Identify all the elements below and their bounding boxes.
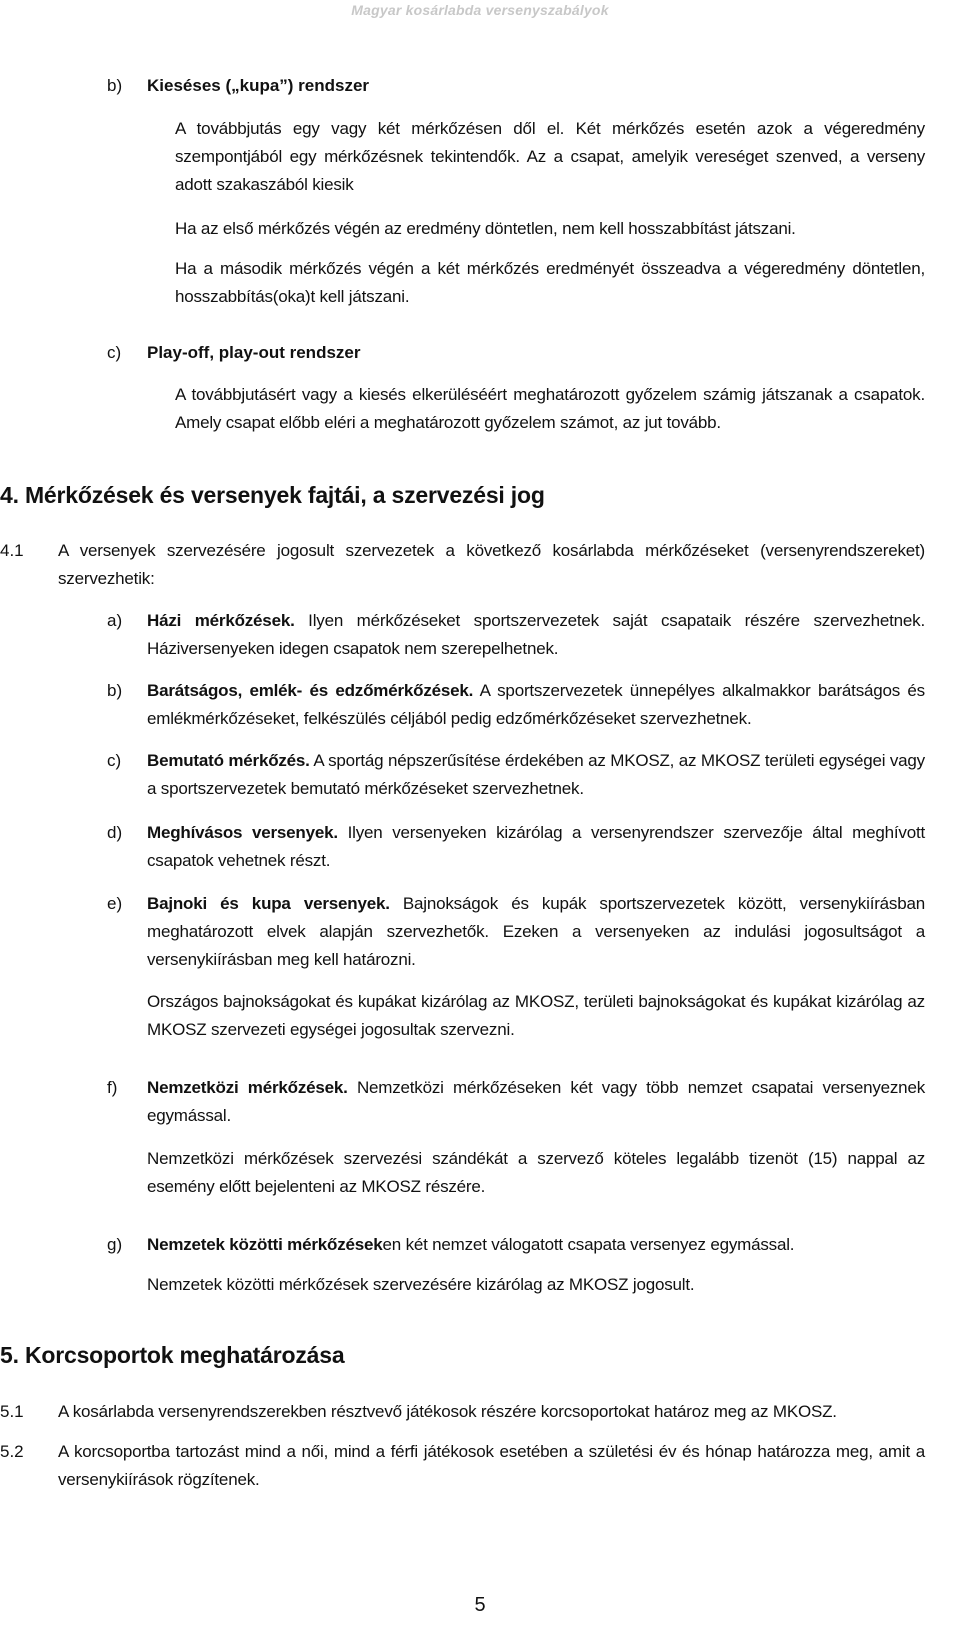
item-e-label: e) [107,894,123,913]
item-b-body: A sportszervezetek ünnepélyes alkalmakkor barátságos és emlékmérkőzéseket, felkészülés céljából pedig edzőmérkőzéseket szervezhetnek. [147,681,925,728]
item-d-title: Meghívásos versenyek. [147,823,338,842]
para-5-2-number: 5.2 [0,1442,24,1461]
item-c-text [147,747,925,803]
heading-5: 5. Korcsoportok meghatározása [0,1342,345,1368]
para-4-1-number: 4.1 [0,541,24,560]
section-b-label: b) [107,76,123,95]
item-b-title: Barátságos, emlék- és edzőmérkőzések. [147,681,474,700]
item-g-body: en két nemzet válogatott csapata versenyez egymással. [382,1235,795,1254]
section-c-title: Play-off, play-out rendszer [147,343,361,362]
item-g-text [147,1231,925,1259]
item-a-title: Házi mérkőzések. [147,611,295,630]
item-f-body: Nemzetközi mérkőzéseken két vagy több nemzet csapatai versenyeznek egymással. [147,1078,925,1125]
item-f-text [147,1074,925,1130]
section-b-title: Kieséses („kupa”) rendszer [147,76,370,95]
para-5-2-text: A korcsoportba tartozást mind a női, mind a férfi játékosok esetében a születési év és hónap határozza meg, amit a versenykiírások rögzítenek. [58,1442,925,1489]
item-e-title: Bajnoki és kupa versenyek. [147,894,390,913]
item-f-title: Nemzetközi mérkőzések. [147,1078,348,1097]
section-b-paragraph-2: Ha az első mérkőzés végén az eredmény döntetlen, nem kell hosszabbítást játszani. [175,219,796,238]
item-e-paragraph-2: Országos bajnokságokat és kupákat kizárólag az MKOSZ, területi bajnokságokat és kupákat kizárólag az MKOSZ szervezeti egységei jogosultak szervezni. [147,992,925,1039]
item-d-text [147,819,925,875]
para-5-1-text: A kosárlabda versenyrendszerekben résztvevő játékosok részére korcsoportokat határoz meg az MKOSZ. [58,1402,837,1421]
item-a-body: Ilyen mérkőzéseket sportszervezetek saját csapataik részére szervezhetnek. Háziversenyeken idegen csapatok nem szerepelhetnek. [147,611,925,658]
item-b-label: b) [107,681,123,700]
section-c-paragraph: A továbbjutásért vagy a kiesés elkerüléséért meghatározott győzelem számig játszanak a csapatok. Amely csapat előbb eléri a meghatározott győzelem számot, az jut tovább. [175,385,925,432]
item-b-text [147,677,925,733]
para-5-1-number: 5.1 [0,1402,24,1421]
item-c-label: c) [107,751,122,770]
item-g-paragraph-2: Nemzetek közötti mérkőzések szervezésére kizárólag az MKOSZ jogosult. [147,1275,695,1294]
section-b-paragraph-1: A továbbjutás egy vagy két mérkőzésen dől el. Két mérkőzés esetén azok a végeredmény szempontjából egy mérkőzésnek tekintendők. Az a csapat, amelyik vereséget szenved, a verseny adott szakaszából kiesik [175,119,925,194]
section-b-paragraph-3: Ha a második mérkőzés végén a két mérkőzés eredményét összeadva a végeredmény döntetlen, hosszabbítás(oka)t kell játszani. [175,259,925,306]
para-4-1-text: A versenyek szervezésére jogosult szervezetek a következő kosárlabda mérkőzéseket (versenyrendszereket) szervezhetik: [58,541,925,588]
item-f-paragraph-2: Nemzetközi mérkőzések szervezési szándékát a szervező köteles legalább tizenöt (15) nappal az esemény előtt bejelenteni az MKOSZ részére. [147,1149,925,1196]
item-e-text [147,890,925,974]
heading-4: 4. Mérkőzések és versenyek fajtái, a szervezési jog [0,482,545,508]
section-c-label: c) [107,343,122,362]
item-d-label: d) [107,823,123,842]
item-c-body: A sportág népszerűsítése érdekében az MKOSZ, az MKOSZ területi egységei vagy a sportszervezetek bemutató mérkőzéseket szervezhetnek. [147,751,925,798]
item-a-label: a) [107,611,123,630]
running-header: Magyar kosárlabda versenyszabályok [351,2,609,18]
item-a-text [147,607,925,663]
item-e-body: Bajnokságok és kupák sportszervezetek között, versenykiírásban meghatározott elvek alapján szervezhetők. Ezeken a versenyeken az indulási jogosultságot a versenykiírásban meg kell határozni. [147,894,925,969]
page-number: 5 [474,1594,486,1616]
item-g-title: Nemzetek közötti mérkőzések [147,1235,383,1254]
item-g-label: g) [107,1235,123,1254]
item-c-title: Bemutató mérkőzés. [147,751,310,770]
item-f-label: f) [107,1078,118,1097]
item-d-body: Ilyen versenyeken kizárólag a versenyrendszer szervezője által meghívott csapatok vehetnek részt. [147,823,925,870]
